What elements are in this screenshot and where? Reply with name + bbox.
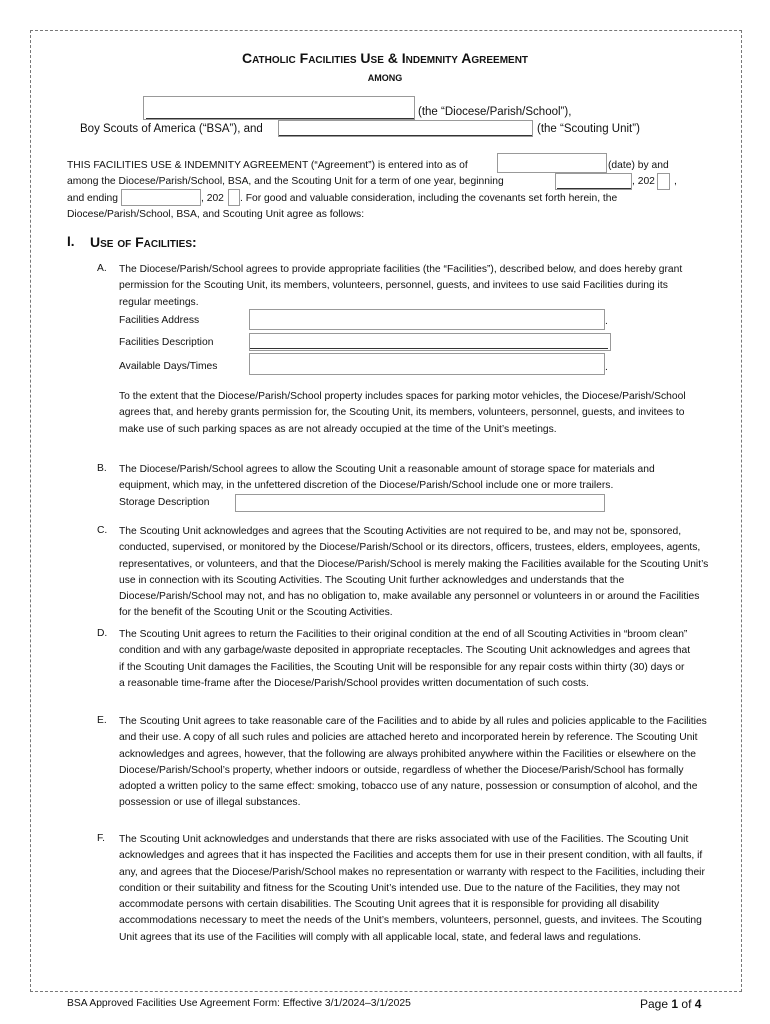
among-label: AMONG — [367, 73, 403, 83]
facilities-address-label: Facilities Address — [119, 315, 200, 326]
intro-line2-comma: , — [674, 176, 677, 187]
total-pages: 4 — [694, 997, 702, 1011]
term-begin-underline — [557, 188, 631, 189]
item-e-letter: E. — [97, 715, 107, 726]
agreement-date-field[interactable] — [497, 153, 607, 173]
intro-line1-text: THIS FACILITIES USE & INDEMNITY AGREEMENT (“Agreement”) is entered into as of — [67, 160, 468, 171]
item-c-text: The Scouting Unit acknowledges and agrees that the Scouting Activities are not required to be, and may not be, sponsored, conducted, supervised, or monitored by the Diocese/Parish/School or its directors, officers, trustees, elders, employees, agents, representatives, or volunteers, and that the Diocese/Parish/School is merely making the Facilities available for the Scouting Unit’s use in connection with its Scouting Activities. The Scouting Unit further acknowledges and understands that the Diocese/Parish/School may not, and has no obligation to, make available any personnel or volunteers in or around the Facilities for the benefit of the Scouting Unit or the Scouting Activities. — [119, 526, 709, 619]
intro-line1-date-label: (date) by and — [608, 160, 669, 171]
item-d-text: The Scouting Unit agrees to return the Facilities to their original condition at the end of all Scouting Activities in “broom clean” condition and with any garbage/waste deposited in appropriate receptacles. The Scouting Unit acknowledges and agrees that if the Scouting Unit damages the Facilities, the Scouting Unit will be responsible for any repair costs within thirty (30) days or a reasonable time-frame after the Diocese/Parish/School provides written documentation of such costs. — [119, 629, 691, 689]
term-end-date-field[interactable] — [121, 189, 201, 206]
diocese-name-field[interactable] — [143, 96, 415, 120]
item-a-letter: A. — [97, 263, 107, 274]
available-days-label: Available Days/Times — [119, 361, 218, 372]
section-number: I. — [67, 234, 75, 249]
item-a-text: The Diocese/Parish/School agrees to provide appropriate facilities (the “Facilities”), described below, and does hereby grant permission for the Scouting Unit, its members, volunteers, personnel, guests, and invitees to use said Facilities during its regular meetings. — [119, 264, 683, 308]
intro-line3-year-prefix: , 202 — [201, 193, 224, 204]
days-period: . — [605, 362, 608, 373]
unit-suffix: (the “Scouting Unit”) — [537, 123, 640, 135]
footer-form-info: BSA Approved Facilities Use Agreement Form: Effective 3/1/2024–3/1/2025 — [67, 998, 411, 1009]
intro-line2-text: among the Diocese/Parish/School, BSA, and the Scouting Unit for a term of one year, beginning — [67, 176, 504, 187]
facilities-address-field[interactable] — [249, 309, 605, 330]
item-c-letter: C. — [97, 525, 108, 536]
intro-line3-text: . For good and valuable consideration, including the covenants set forth herein, the — [240, 193, 618, 204]
storage-description-field[interactable] — [235, 494, 605, 512]
storage-description-label: Storage Description — [119, 497, 210, 508]
available-days-field[interactable] — [249, 353, 605, 375]
page-of: of — [681, 997, 692, 1011]
address-period: . — [605, 316, 608, 327]
current-page: 1 — [671, 997, 679, 1011]
scouting-unit-underline — [279, 135, 532, 136]
diocese-suffix: (the “Diocese/Parish/School”), — [418, 106, 572, 118]
section-title: Use of Facilities: — [90, 234, 197, 250]
item-f-letter: F. — [97, 833, 106, 844]
intro-line3-prefix: and ending — [67, 193, 118, 204]
item-b-text: The Diocese/Parish/School agrees to allow the Scouting Unit a reasonable amount of storage space for materials and equipment, which may, in the unfettered discretion of the Diocese/Parish/School include one or more trailers. — [119, 464, 655, 492]
item-b-letter: B. — [97, 463, 107, 474]
term-end-year-field[interactable] — [228, 189, 240, 206]
bsa-prefix: Boy Scouts of America (“BSA”), and — [80, 123, 263, 135]
page-number — [640, 997, 701, 1011]
facilities-description-underline — [250, 348, 608, 349]
item-f-text: The Scouting Unit acknowledges and understands that there are risks associated with use of the Facilities. The Scouting Unit acknowledges and agrees that it has inspected the Facilities and accepts them for use in their present condition, with all faults, if any, and agrees that the Diocese/Parish/School makes no representation or warranty with respect to the Facilities, including their condition or their suitability and fitness for the Scouting Unit’s intended use. Due to the nature of the Facilities, they may not accommodate persons with certain disabilities. The Scouting Unit agrees that it is responsible for providing all disability accommodations necessary to meet the needs of the Unit’s members, volunteers, personnel, guests, and invitees. The Scouting Unit agrees that its use of the Facilities will comply with all applicable local, state, and federal laws and regulations. — [119, 834, 705, 943]
item-a-parking-text: To the extent that the Diocese/Parish/School property includes spaces for parking motor vehicles, the Diocese/Parish/School agrees that, and hereby grants permission for, the Scouting Unit, its members, volunteers, personnel, guests, and invitees to make use of such parking spaces as are not already occupied at the time of the Unit’s meetings. — [119, 391, 686, 435]
facilities-description-label: Facilities Description — [119, 337, 214, 348]
item-e-text: The Scouting Unit agrees to take reasonable care of the Facilities and to abide by all rules and policies applicable to the Facilities and their use. A copy of all such rules and policies are attached hereto and incorporated herein by reference. The Scouting Unit acknowledges and agrees, however, that the following are always prohibited anywhere within the Facilities or elsewhere on the Diocese/Parish/School’s property, whether indoors or outside, regardless of whether the Diocese/Parish/School has formally adopted a written policy to the same effect: smoking, tobacco use of any nature, possession or consumption of alcohol, and the possession or use of illegal substances. — [119, 716, 707, 809]
term-begin-year-field[interactable] — [657, 173, 670, 190]
diocese-name-underline — [146, 118, 414, 119]
item-d-letter: D. — [97, 628, 108, 639]
intro-line2-year-prefix: , 202 — [632, 176, 655, 187]
intro-line4-text: Diocese/Parish/School, BSA, and Scouting Unit agree as follows: — [67, 209, 365, 220]
page-label: Page — [640, 997, 669, 1011]
document-title: Catholic Facilities Use & Indemnity Agreement — [241, 50, 529, 66]
